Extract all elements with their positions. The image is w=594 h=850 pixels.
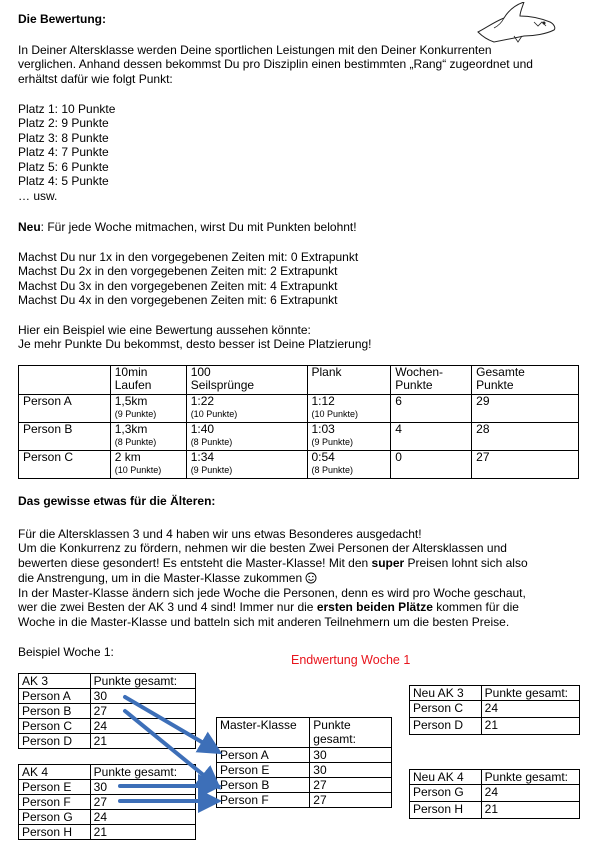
header-cell: Wochen-Punkte bbox=[391, 366, 472, 395]
example-intro: Hier ein Beispiel wie eine Bewertung aussehen könnte: bbox=[18, 323, 311, 337]
place-item: Platz 5: 6 Punkte bbox=[18, 160, 109, 174]
example-intro: Je mehr Punkte Du bekommst, desto besser ist Deine Platzierung! bbox=[18, 337, 372, 351]
place-item: … usw. bbox=[18, 189, 58, 203]
master-text-line: Für die Altersklassen 3 und 4 haben wir uns etwas Besonderes ausgedacht! bbox=[18, 527, 422, 541]
person-name: Person C bbox=[19, 451, 111, 479]
master-text-line: die Anstrengung, um in die Master-Klasse zukommen bbox=[18, 571, 317, 586]
intro-line: verglichen. Anhand dessen bekommst Du pro Disziplin einen bestimmten „Rang“ zugeordnet und bbox=[18, 57, 533, 71]
table-title: Neu AK 4 bbox=[410, 770, 482, 785]
results-table bbox=[18, 365, 579, 479]
header-cell: Gesamte Punkte bbox=[472, 366, 579, 395]
table-row: Person D bbox=[19, 734, 91, 749]
header-cell: Plank bbox=[307, 366, 391, 395]
plank-cell: 1:12 (10 Punkte) bbox=[307, 395, 391, 423]
neu-ak3-table: Neu AK 3 Punkte gesamt: Person C 24 Person D 21 bbox=[409, 685, 580, 735]
table-col-header: Punkte gesamt: bbox=[481, 686, 579, 701]
table-row: Person H bbox=[19, 825, 91, 840]
place-item: Platz 3: 8 Punkte bbox=[18, 131, 109, 145]
smiley-icon bbox=[305, 572, 317, 584]
master-text-line: bewerten diese gesondert! Es entsteht die Master-Klasse! Mit den super Preisen lohnt sich also bbox=[18, 556, 528, 570]
extra-line: Machst Du 2x in den vorgegebenen Zeiten mit: 2 Extrapunkt bbox=[18, 264, 338, 278]
seil-cell: 1:22 (10 Punkte) bbox=[186, 395, 307, 423]
table-row: Person F bbox=[217, 793, 310, 808]
table-row: Person B bbox=[19, 704, 91, 719]
wochen-cell: 6 bbox=[391, 395, 472, 423]
seil-cell: 1:40 (8 Punkte) bbox=[186, 423, 307, 451]
lauf-cell: 1,3km (8 Punkte) bbox=[110, 423, 186, 451]
ak3-table: AK 3 Punkte gesamt: Person A 30 Person B 27 Person C 24 Person D 21 bbox=[18, 673, 196, 749]
heading-bewertung: Die Bewertung: bbox=[18, 12, 107, 26]
heading-aelteren: Das gewisse etwas für die Älteren: bbox=[18, 494, 216, 508]
gesamt-cell: 27 bbox=[472, 451, 579, 479]
table-row: Person G bbox=[410, 785, 482, 802]
person-name: Person B bbox=[19, 423, 111, 451]
person-name: Person A bbox=[19, 395, 111, 423]
header-cell: 100 Seilsprünge bbox=[186, 366, 307, 395]
master-text-line: In der Master-Klasse ändern sich jede Woche die Personen, denn es wird pro Woche geschaut, bbox=[18, 586, 526, 600]
table-title: AK 4 bbox=[19, 765, 91, 780]
shark-logo-icon bbox=[474, 2, 558, 44]
extra-line: Machst Du 4x in den vorgegebenen Zeiten mit: 6 Extrapunkt bbox=[18, 293, 338, 307]
table-row bbox=[19, 395, 579, 423]
place-item: Platz 1: 10 Punkte bbox=[18, 102, 116, 116]
neu-ak4-table: Neu AK 4 Punkte gesamt: Person G 24 Person H 21 bbox=[409, 769, 580, 819]
gesamt-cell: 29 bbox=[472, 395, 579, 423]
table-row: Person D bbox=[410, 718, 482, 735]
intro-line: erhältst dafür wie folgt Punkt: bbox=[18, 72, 173, 86]
neu-label: Neu bbox=[18, 220, 41, 234]
table-row: Person A bbox=[217, 748, 310, 763]
table-row: Person C bbox=[19, 719, 91, 734]
master-text-line: wer die zwei Besten der AK 3 und 4 sind! Immer nur die ersten beiden Plätze kommen für die bbox=[18, 600, 519, 614]
wochen-cell: 4 bbox=[391, 423, 472, 451]
extra-line: Machst Du nur 1x in den vorgegebenen Zeiten mit: 0 Extrapunkt bbox=[18, 250, 359, 264]
header-cell bbox=[19, 366, 111, 395]
table-col-header: Punkte gesamt: bbox=[310, 718, 392, 748]
lauf-cell: 1,5km (9 Punkte) bbox=[110, 395, 186, 423]
ak4-table: AK 4 Punkte gesamt: Person E 30 Person F 27 Person G 24 Person H 21 bbox=[18, 764, 196, 840]
place-item: Platz 4: 5 Punkte bbox=[18, 174, 109, 188]
intro-line: In Deiner Altersklasse werden Deine sportlichen Leistungen mit den Deiner Konkurrenten bbox=[18, 43, 492, 57]
table-row: Person B bbox=[217, 778, 310, 793]
table-row: Person E bbox=[217, 763, 310, 778]
table-title: AK 3 bbox=[19, 674, 91, 689]
beispiel-label: Beispiel Woche 1: bbox=[18, 645, 114, 659]
results-header-row bbox=[19, 366, 579, 395]
seil-cell: 1:34 (9 Punkte) bbox=[186, 451, 307, 479]
table-row: Person E bbox=[19, 780, 91, 795]
endwertung-label: Endwertung Woche 1 bbox=[291, 653, 411, 667]
table-row: Person A bbox=[19, 689, 91, 704]
neu-line bbox=[18, 220, 357, 235]
plank-cell: 0:54 (8 Punkte) bbox=[307, 451, 391, 479]
table-col-header: Punkte gesamt: bbox=[90, 674, 195, 689]
plank-cell: 1:03 (9 Punkte) bbox=[307, 423, 391, 451]
master-table: Master-Klasse Punkte gesamt: Person A 30 Person E 30 Person B 27 Person F 27 bbox=[216, 717, 392, 808]
master-text-line: Um die Konkurrenz zu fördern, nehmen wir die besten Zwei Personen der Altersklassen und bbox=[18, 541, 507, 555]
gesamt-cell: 28 bbox=[472, 423, 579, 451]
place-item: Platz 4: 7 Punkte bbox=[18, 145, 109, 159]
table-title: Master-Klasse bbox=[217, 718, 310, 748]
table-row: Person G bbox=[19, 810, 91, 825]
table-row bbox=[19, 423, 579, 451]
table-row: Person F bbox=[19, 795, 91, 810]
extra-line: Machst Du 3x in den vorgegebenen Zeiten mit: 4 Extrapunkt bbox=[18, 279, 338, 293]
lauf-cell: 2 km (10 Punkte) bbox=[110, 451, 186, 479]
table-title: Neu AK 3 bbox=[410, 686, 482, 701]
table-row: Person H bbox=[410, 802, 482, 819]
table-row bbox=[19, 451, 579, 479]
table-col-header: Punkte gesamt: bbox=[90, 765, 195, 780]
table-col-header: Punkte gesamt: bbox=[481, 770, 579, 785]
wochen-cell: 0 bbox=[391, 451, 472, 479]
place-item: Platz 2: 9 Punkte bbox=[18, 116, 109, 130]
table-row: Person C bbox=[410, 701, 482, 718]
master-text-line: Woche in die Master-Klasse und batteln sich mit anderen Teilnehmern um die besten Preise. bbox=[18, 615, 510, 629]
header-cell: 10min Laufen bbox=[110, 366, 186, 395]
neu-text: : Für jede Woche mitmachen, wirst Du mit Punkten belohnt! bbox=[40, 220, 357, 234]
